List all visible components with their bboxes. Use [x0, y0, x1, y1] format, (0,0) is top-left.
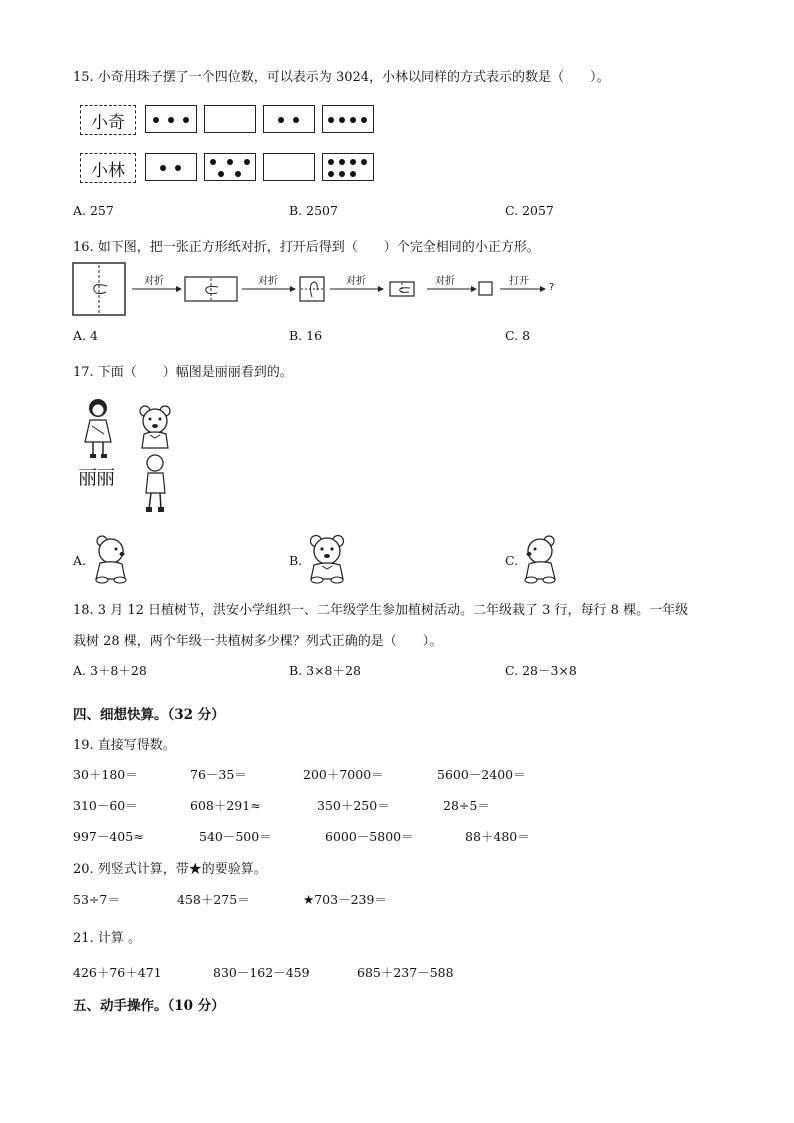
question-18-line2: 栽树 28 棵，两个年级一共植树多少棵？列式正确的是（ ）。 — [73, 634, 443, 649]
bead — [350, 117, 356, 123]
bead — [235, 171, 241, 177]
folded-square — [300, 277, 324, 301]
section-5-heading: 五、动手操作。（10 分） — [73, 998, 225, 1014]
bead-box-thousands-xiaoqi — [145, 105, 197, 133]
calc-item: 88＋480＝ — [465, 829, 530, 844]
bead-box-thousands-xiaolin — [145, 153, 197, 181]
bead-box-hundreds-xiaolin — [204, 153, 256, 181]
bead — [361, 159, 367, 165]
open-label: 打开 — [509, 276, 529, 287]
xiaolin-label: 小林 — [80, 153, 136, 183]
fold-label-1: 对折 — [144, 276, 164, 287]
calc-item: 540－500＝ — [199, 829, 272, 844]
q17-option-b[interactable]: B. — [289, 553, 303, 568]
folding-diagram — [72, 260, 632, 320]
calc-item: 997－405≈ — [73, 829, 144, 844]
q18-option-b[interactable]: B. 3×8＋28 — [289, 663, 361, 678]
bead — [244, 159, 250, 165]
bead — [227, 159, 233, 165]
result-question-mark: ? — [549, 282, 555, 293]
bead — [160, 165, 166, 171]
q18-option-a[interactable]: A. 3＋8＋28 — [73, 663, 147, 678]
vertical-calc-item: 53÷7＝ — [73, 892, 120, 907]
q15-option-b[interactable]: B. 2507 — [289, 203, 338, 218]
bead — [350, 159, 356, 165]
bead-box-ones-xiaoqi — [322, 105, 374, 133]
calc-item: 30＋180＝ — [73, 767, 138, 782]
bead — [328, 171, 334, 177]
bear-side-left-option-a[interactable] — [92, 533, 128, 585]
bead — [278, 117, 284, 123]
q16-option-c[interactable]: C. 8 — [505, 328, 531, 343]
girl-lili-figure — [78, 396, 118, 460]
bead — [210, 159, 216, 165]
calc-item: 200＋7000＝ — [303, 767, 384, 782]
question-16-text: 16. 如下图，把一张正方形纸对折，打开后得到（ ）个完全相同的小正方形。 — [73, 240, 540, 255]
calc-item: 5600－2400＝ — [437, 767, 526, 782]
q15-option-c[interactable]: C. 2057 — [505, 203, 554, 218]
bead — [328, 117, 334, 123]
bead-box-ones-xiaolin — [322, 153, 374, 181]
calc-item: 608＋291≈ — [190, 798, 261, 813]
question-19-text: 19. 直接写得数。 — [73, 738, 176, 753]
bead — [153, 117, 159, 123]
calc-item: 76－35＝ — [190, 767, 247, 782]
bead — [339, 117, 345, 123]
calc-item: 28÷5＝ — [443, 798, 490, 813]
question-21-text: 21. 计算 。 — [73, 931, 141, 946]
boy-back-figure — [141, 453, 171, 515]
final-square — [479, 282, 492, 295]
fold-label-4: 对折 — [435, 276, 455, 287]
bead — [218, 171, 224, 177]
q16-option-a[interactable]: A. 4 — [73, 328, 98, 343]
xiaoqi-label: 小奇 — [80, 105, 136, 135]
bead — [350, 171, 356, 177]
calc-item: 350＋250＝ — [317, 798, 390, 813]
vertical-calc-item: 458＋275＝ — [177, 892, 250, 907]
q16-option-b[interactable]: B. 16 — [289, 328, 323, 343]
fold-label-2: 对折 — [258, 276, 278, 287]
bead — [361, 117, 367, 123]
q17-option-c[interactable]: C. — [505, 553, 519, 568]
mixed-calc-item: 830－162－459 — [213, 965, 310, 980]
bead — [175, 165, 181, 171]
q18-option-c[interactable]: C. 28－3×8 — [505, 663, 577, 678]
question-20-text: 20. 列竖式计算，带★的要验算。 — [73, 862, 267, 877]
lili-label: 丽丽 — [78, 467, 115, 489]
bead — [339, 159, 345, 165]
bead — [168, 117, 174, 123]
question-17-text: 17. 下面（ ）幅图是丽丽看到的。 — [73, 365, 293, 380]
bead-box-tens-xiaoqi — [263, 105, 315, 133]
calc-item: 6000－5800＝ — [325, 829, 414, 844]
bead — [183, 117, 189, 123]
bead — [293, 117, 299, 123]
question-18-line1: 18. 3 月 12 日植树节，洪安小学组织一、二年级学生参加植树活动。二年级栽了 3 行，每行 8 棵。一年级 — [73, 603, 689, 618]
mixed-calc-item: 426＋76＋471 — [73, 965, 162, 980]
bead — [328, 159, 334, 165]
vertical-calc-item-star: ★703－239＝ — [303, 892, 387, 907]
fold-label-3: 对折 — [346, 276, 366, 287]
section-4-heading: 四、细想快算。（32 分） — [73, 707, 225, 723]
question-15-text: 15. 小奇用珠子摆了一个四位数，可以表示为 3024，小林以同样的方式表示的数是（ ）。 — [73, 70, 610, 85]
bear-front-figure — [137, 404, 173, 452]
bear-side-right-option-c[interactable] — [523, 533, 559, 585]
bead-box-tens-xiaolin — [263, 153, 315, 181]
q15-option-a[interactable]: A. 257 — [73, 203, 114, 218]
q17-option-a[interactable]: A. — [73, 553, 87, 568]
bear-front-option-b[interactable] — [307, 533, 347, 585]
calc-item: 310－60＝ — [73, 798, 138, 813]
bead-box-hundreds-xiaoqi — [204, 105, 256, 133]
bead — [339, 171, 345, 177]
mixed-calc-item: 685＋237－588 — [357, 965, 454, 980]
